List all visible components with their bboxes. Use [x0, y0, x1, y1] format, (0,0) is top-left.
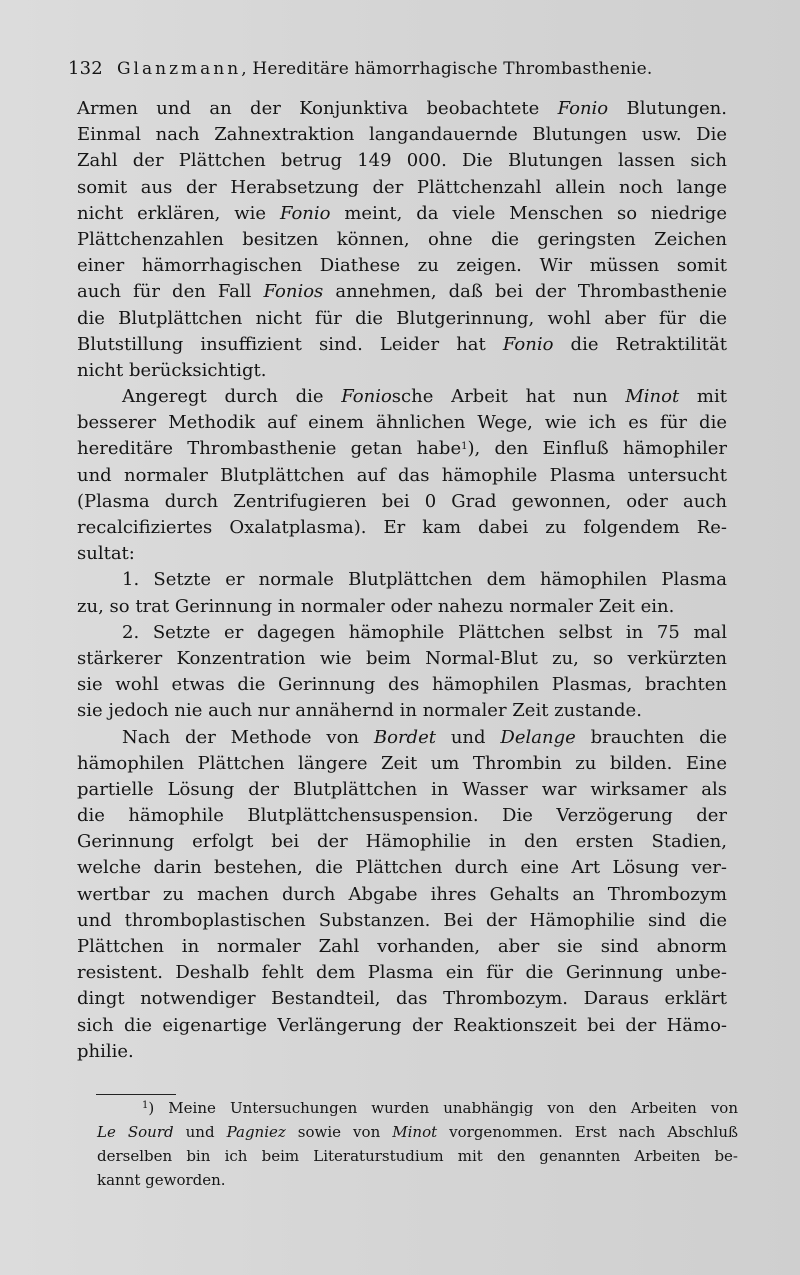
footnote-marker: 1: [461, 441, 468, 453]
text-line: [77, 620, 727, 646]
footnote-marker: 1: [142, 1100, 149, 1111]
text-line: [77, 227, 727, 253]
italic-name: Fonio: [557, 98, 609, 119]
text-run: annehmen, daß bei der Thrombasthenie: [323, 281, 728, 303]
text-run: die Blutplättchen nicht für die Blutgerinnung, wohl aber für die: [77, 307, 727, 329]
italic-name: Le Sourd: [97, 1123, 174, 1141]
text-run: Zahl der Plättchen betrug 149 000. Die Blutungen lassen sich: [77, 150, 727, 172]
text-run: die hämophile Blutplättchensuspension. Die Verzögerung der: [77, 805, 727, 827]
text-line: [77, 384, 727, 410]
text-run: Blutungen.: [608, 98, 727, 119]
text-line: [77, 960, 727, 986]
text-run: brauchten die: [575, 726, 728, 748]
text-line: [77, 201, 727, 227]
text-run: sich die eigenartige Verlängerung der Reaktionszeit bei der Hämo-: [77, 1014, 727, 1036]
text-run: Armen und an der Konjunktiva beobachtete: [77, 98, 558, 119]
text-run: und: [173, 1123, 227, 1141]
text-line: [77, 934, 727, 960]
text-run: auch für den Fall: [77, 281, 264, 303]
italic-name: Fonio: [279, 202, 331, 224]
italic-name: Fonio: [502, 333, 554, 355]
header-separator: ,: [241, 59, 247, 79]
text-line: [77, 463, 727, 489]
footnote: [97, 1096, 738, 1192]
text-line: [77, 279, 727, 305]
text-line: [77, 986, 727, 1012]
text-run: resistent. Deshalb fehlt dem Plasma ein für die Gerinnung unbe-: [77, 962, 727, 984]
text-line: [77, 882, 727, 908]
text-run: Gerinnung erfolgt bei der Hämophilie in den ersten Stadien,: [77, 831, 727, 853]
footnote-rule: [96, 1094, 176, 1095]
italic-name: Bordet: [373, 726, 436, 748]
body-text: [77, 96, 727, 1065]
text-run: derselben bin ich beim Literaturstudium mit den genannten Arbeiten be-: [97, 1147, 738, 1165]
text-line: [77, 96, 727, 122]
text-run: ), den Einfluß hämophiler: [467, 438, 728, 460]
text-line: [77, 1013, 727, 1039]
text-line: [77, 672, 727, 698]
text-run: 2. Setzte er dagegen hämophile Plättchen selbst in 75 mal: [122, 621, 727, 643]
text-line: [77, 148, 727, 174]
italic-name: Minot: [392, 1123, 438, 1141]
text-line: [77, 515, 727, 541]
text-run: 1. Setzte er normale Blutplättchen dem hämophilen Plasma: [122, 569, 727, 591]
text-line: [77, 1039, 727, 1065]
text-line: [77, 908, 727, 934]
text-line: [77, 306, 727, 332]
author-name: Glanzmann: [116, 59, 242, 79]
text-run: Plättchenzahlen besitzen können, ohne die geringsten Zeichen: [77, 228, 727, 250]
text-line: [77, 332, 727, 358]
text-line: [77, 698, 727, 724]
italic-name: Fonio: [341, 386, 392, 408]
text-run: (Plasma durch Zentrifugieren bei 0 Grad gewonnen, oder auch: [77, 490, 727, 512]
text-line: [77, 751, 727, 777]
page-number: 132: [68, 58, 103, 79]
footnote-line: [97, 1096, 738, 1120]
text-run: hereditäre Thrombasthenie getan habe: [77, 438, 462, 460]
text-line: [77, 725, 727, 751]
text-line: [77, 541, 727, 567]
text-line: [77, 253, 727, 279]
text-line: [77, 567, 727, 593]
text-run: sie jedoch nie auch nur annähernd in normaler Zeit zustande.: [77, 700, 642, 722]
text-run: nicht erklären, wie: [77, 202, 280, 224]
text-run: dingt notwendiger Bestandteil, das Thrombozym. Daraus erklärt: [77, 988, 727, 1010]
text-run: partielle Lösung der Blutplättchen in Wasser war wirksamer als: [77, 778, 727, 800]
text-run: stärkerer Konzentration wie beim Normal-Blut zu, so verkürzten: [77, 647, 727, 669]
footnote-line: [97, 1168, 738, 1192]
text-run: Plättchen in normaler Zahl vorhanden, aber sie sind abnorm: [77, 936, 727, 957]
text-run: kannt geworden.: [97, 1171, 226, 1189]
text-run: mit: [679, 386, 727, 408]
text-run: und thromboplastischen Substanzen. Bei der Hämophilie sind die: [77, 909, 727, 931]
text-line: [77, 436, 727, 462]
text-run: die Retraktilität: [553, 333, 727, 355]
text-run: hämophilen Plättchen längere Zeit um Thrombin zu bilden. Eine: [77, 752, 727, 774]
italic-name: Delange: [500, 726, 576, 748]
footnote-line: [97, 1120, 738, 1144]
italic-name: Fonios: [263, 281, 324, 303]
text-run: nicht berücksichtigt.: [77, 359, 267, 381]
text-run: ) Meine Untersuchungen wurden unabhängig von den Arbeiten von: [148, 1099, 738, 1117]
italic-name: Pagniez: [226, 1123, 286, 1141]
text-run: welche darin bestehen, die Plättchen durch eine Art Lösung ver-: [77, 857, 727, 879]
text-run: Einmal nach Zahnextraktion langandauernde Blutungen usw. Die: [77, 124, 727, 146]
text-line: [77, 777, 727, 803]
text-line: [77, 489, 727, 515]
text-run: und: [435, 726, 501, 748]
text-line: [77, 855, 727, 881]
text-run: besserer Methodik auf einem ähnlichen Wege, wie ich es für die: [77, 412, 727, 434]
text-run: wertbar zu machen durch Abgabe ihres Gehalts an Thrombozym: [77, 883, 727, 905]
footnote-line: [97, 1144, 738, 1168]
text-line: [77, 646, 727, 672]
text-run: sche Arbeit hat nun: [391, 386, 626, 408]
text-run: Nach der Methode von: [122, 726, 374, 748]
running-header: [68, 58, 728, 79]
text-run: und normaler Blutplättchen auf das hämophile Plasma untersucht: [77, 464, 727, 486]
text-run: philie.: [77, 1040, 134, 1062]
text-run: Angeregt durch die: [122, 386, 342, 408]
text-run: sie wohl etwas die Gerinnung des hämophilen Plasmas, brachten: [77, 674, 727, 696]
text-run: sowie von: [285, 1123, 393, 1141]
header-title: Hereditäre hämorrhagische Thrombasthenie.: [252, 59, 653, 79]
text-run: zu, so trat Gerinnung in normaler oder nahezu normaler Zeit ein.: [77, 595, 675, 617]
text-line: [77, 122, 727, 148]
text-line: [77, 829, 727, 855]
text-line: [77, 410, 727, 436]
text-run: recalcifiziertes Oxalatplasma). Er kam dabei zu folgendem Re-: [77, 517, 727, 538]
text-run: meint, da viele Menschen so niedrige: [330, 202, 727, 224]
text-line: [77, 358, 727, 384]
text-run: Blutstillung insuffizient sind. Leider hat: [77, 333, 503, 355]
text-line: [77, 175, 727, 201]
text-line: [77, 594, 727, 620]
text-line: [77, 803, 727, 829]
text-run: somit aus der Herabsetzung der Plättchenzahl allein noch lange: [77, 176, 727, 198]
text-run: vorgenommen. Erst nach Abschluß: [437, 1123, 738, 1141]
text-run: einer hämorrhagischen Diathese zu zeigen. Wir müssen somit: [77, 255, 727, 277]
italic-name: Minot: [625, 386, 680, 408]
text-run: sultat:: [77, 543, 135, 565]
